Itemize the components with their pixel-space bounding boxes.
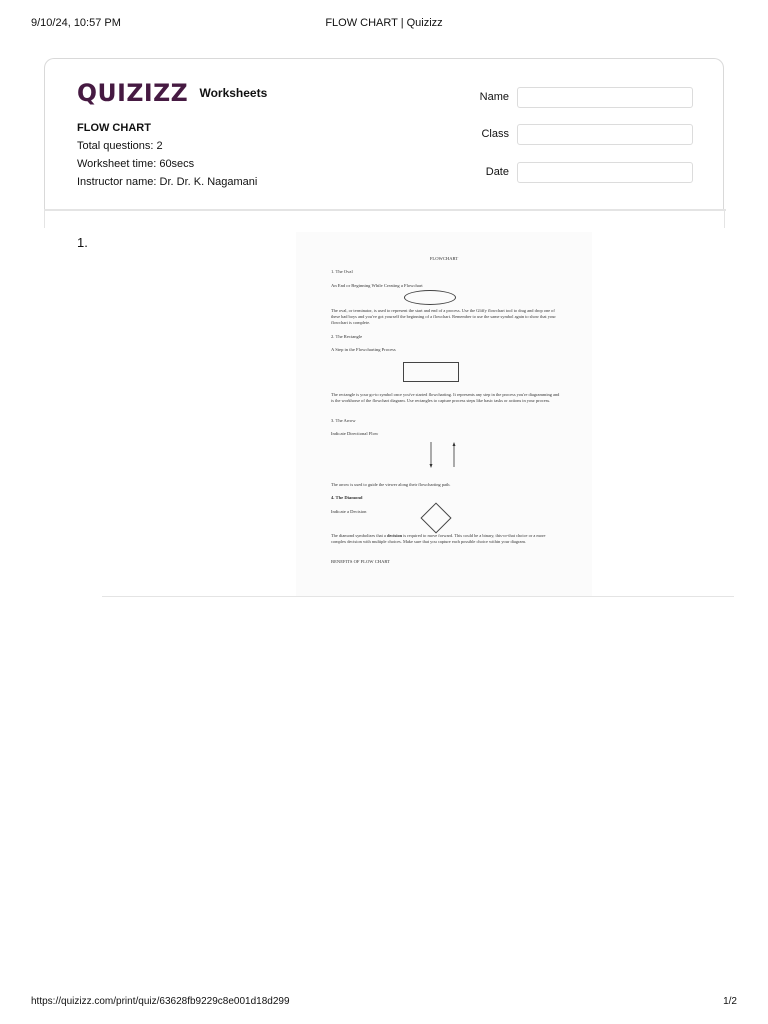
instructor-name: Instructor name: Dr. Dr. K. Nagamani [77, 176, 258, 188]
worksheet-meta [77, 119, 257, 191]
logo-wordmark: QUIZIZZ [77, 79, 189, 107]
card-edge-right [724, 210, 725, 228]
image-rectangle-subheading: A Step in the Flowcharting Process [331, 347, 396, 352]
image-benefits-heading: BENEFITS OF FLOW CHART [331, 559, 390, 564]
image-rectangle-body: The rectangle is your go-to symbol once you've started flowcharting. It represents any step in the process you're diagramming and is the workhorse of the flowchart diagram. Use rectangles to capture process steps like basic tasks or actions in your process. [331, 392, 560, 403]
logo-subtitle: Worksheets [199, 86, 268, 100]
page-number: 1/2 [723, 996, 737, 1007]
print-header [31, 17, 737, 31]
image-arrow-subheading: Indicate Directional Flow [331, 431, 379, 436]
print-url: https://quizizz.com/print/quiz/63628fb9229c8e001d18d299 [31, 996, 290, 1007]
diamond-body-bold: decision [386, 533, 403, 538]
name-field[interactable] [517, 87, 693, 108]
image-arrow-heading: 3. The Arrow [331, 418, 356, 423]
name-label: Name [479, 91, 509, 103]
diamond-body-end: is required to move forward. This could be a binary, this-or-that choice or a more complex decision with multiple choices. Make sure that you capture each possible choice within your diagram. [331, 533, 546, 544]
question-divider [102, 596, 734, 597]
image-diamond-body [331, 533, 561, 545]
print-footer [31, 996, 737, 1010]
quizizz-logo [77, 79, 267, 107]
oval-shape-icon [404, 290, 456, 305]
diamond-shape-icon [420, 502, 451, 533]
total-questions: Total questions: 2 [77, 140, 163, 152]
print-page-title: FLOW CHART | Quizizz [325, 17, 443, 29]
image-oval-subheading: An End or Beginning While Creating a Flowchart [331, 283, 423, 288]
worksheet-header-card [44, 58, 724, 210]
worksheet-time: Worksheet time: 60secs [77, 158, 195, 170]
rectangle-shape-icon [403, 362, 459, 382]
image-rectangle-heading: 2. The Rectangle [331, 334, 363, 339]
card-edge-left [44, 210, 45, 228]
question-image [296, 232, 592, 596]
date-field[interactable] [517, 162, 693, 183]
image-diamond-heading: 4. The Diamond [331, 495, 363, 500]
image-oval-heading: 1. The Oval [331, 269, 353, 274]
image-oval-body: The oval, or terminator, is used to represent the start and end of a process. Use the Gliffy flowchart tool to drag and drop one of these bad boys and you've got yourself the beginning of a flowchart. Remember to use the same symbol again to show that your flowchart is complete. [331, 308, 556, 325]
question-number: 1. [77, 235, 88, 250]
arrows-shape-icon [424, 440, 464, 470]
class-label: Class [481, 128, 509, 140]
print-datetime: 9/10/24, 10:57 PM [31, 17, 121, 29]
date-label: Date [485, 166, 509, 178]
class-field[interactable] [517, 124, 693, 145]
image-arrow-body: The arrow is used to guide the viewer along their flowcharting path. [331, 482, 451, 487]
image-diamond-subheading: Indicate a Decision [331, 509, 367, 514]
diamond-body-start: The diamond symbolizes that a [331, 533, 387, 538]
worksheet-title: FLOW CHART [77, 122, 151, 134]
header-divider [44, 209, 726, 211]
image-title: FLOWCHART [429, 256, 459, 261]
